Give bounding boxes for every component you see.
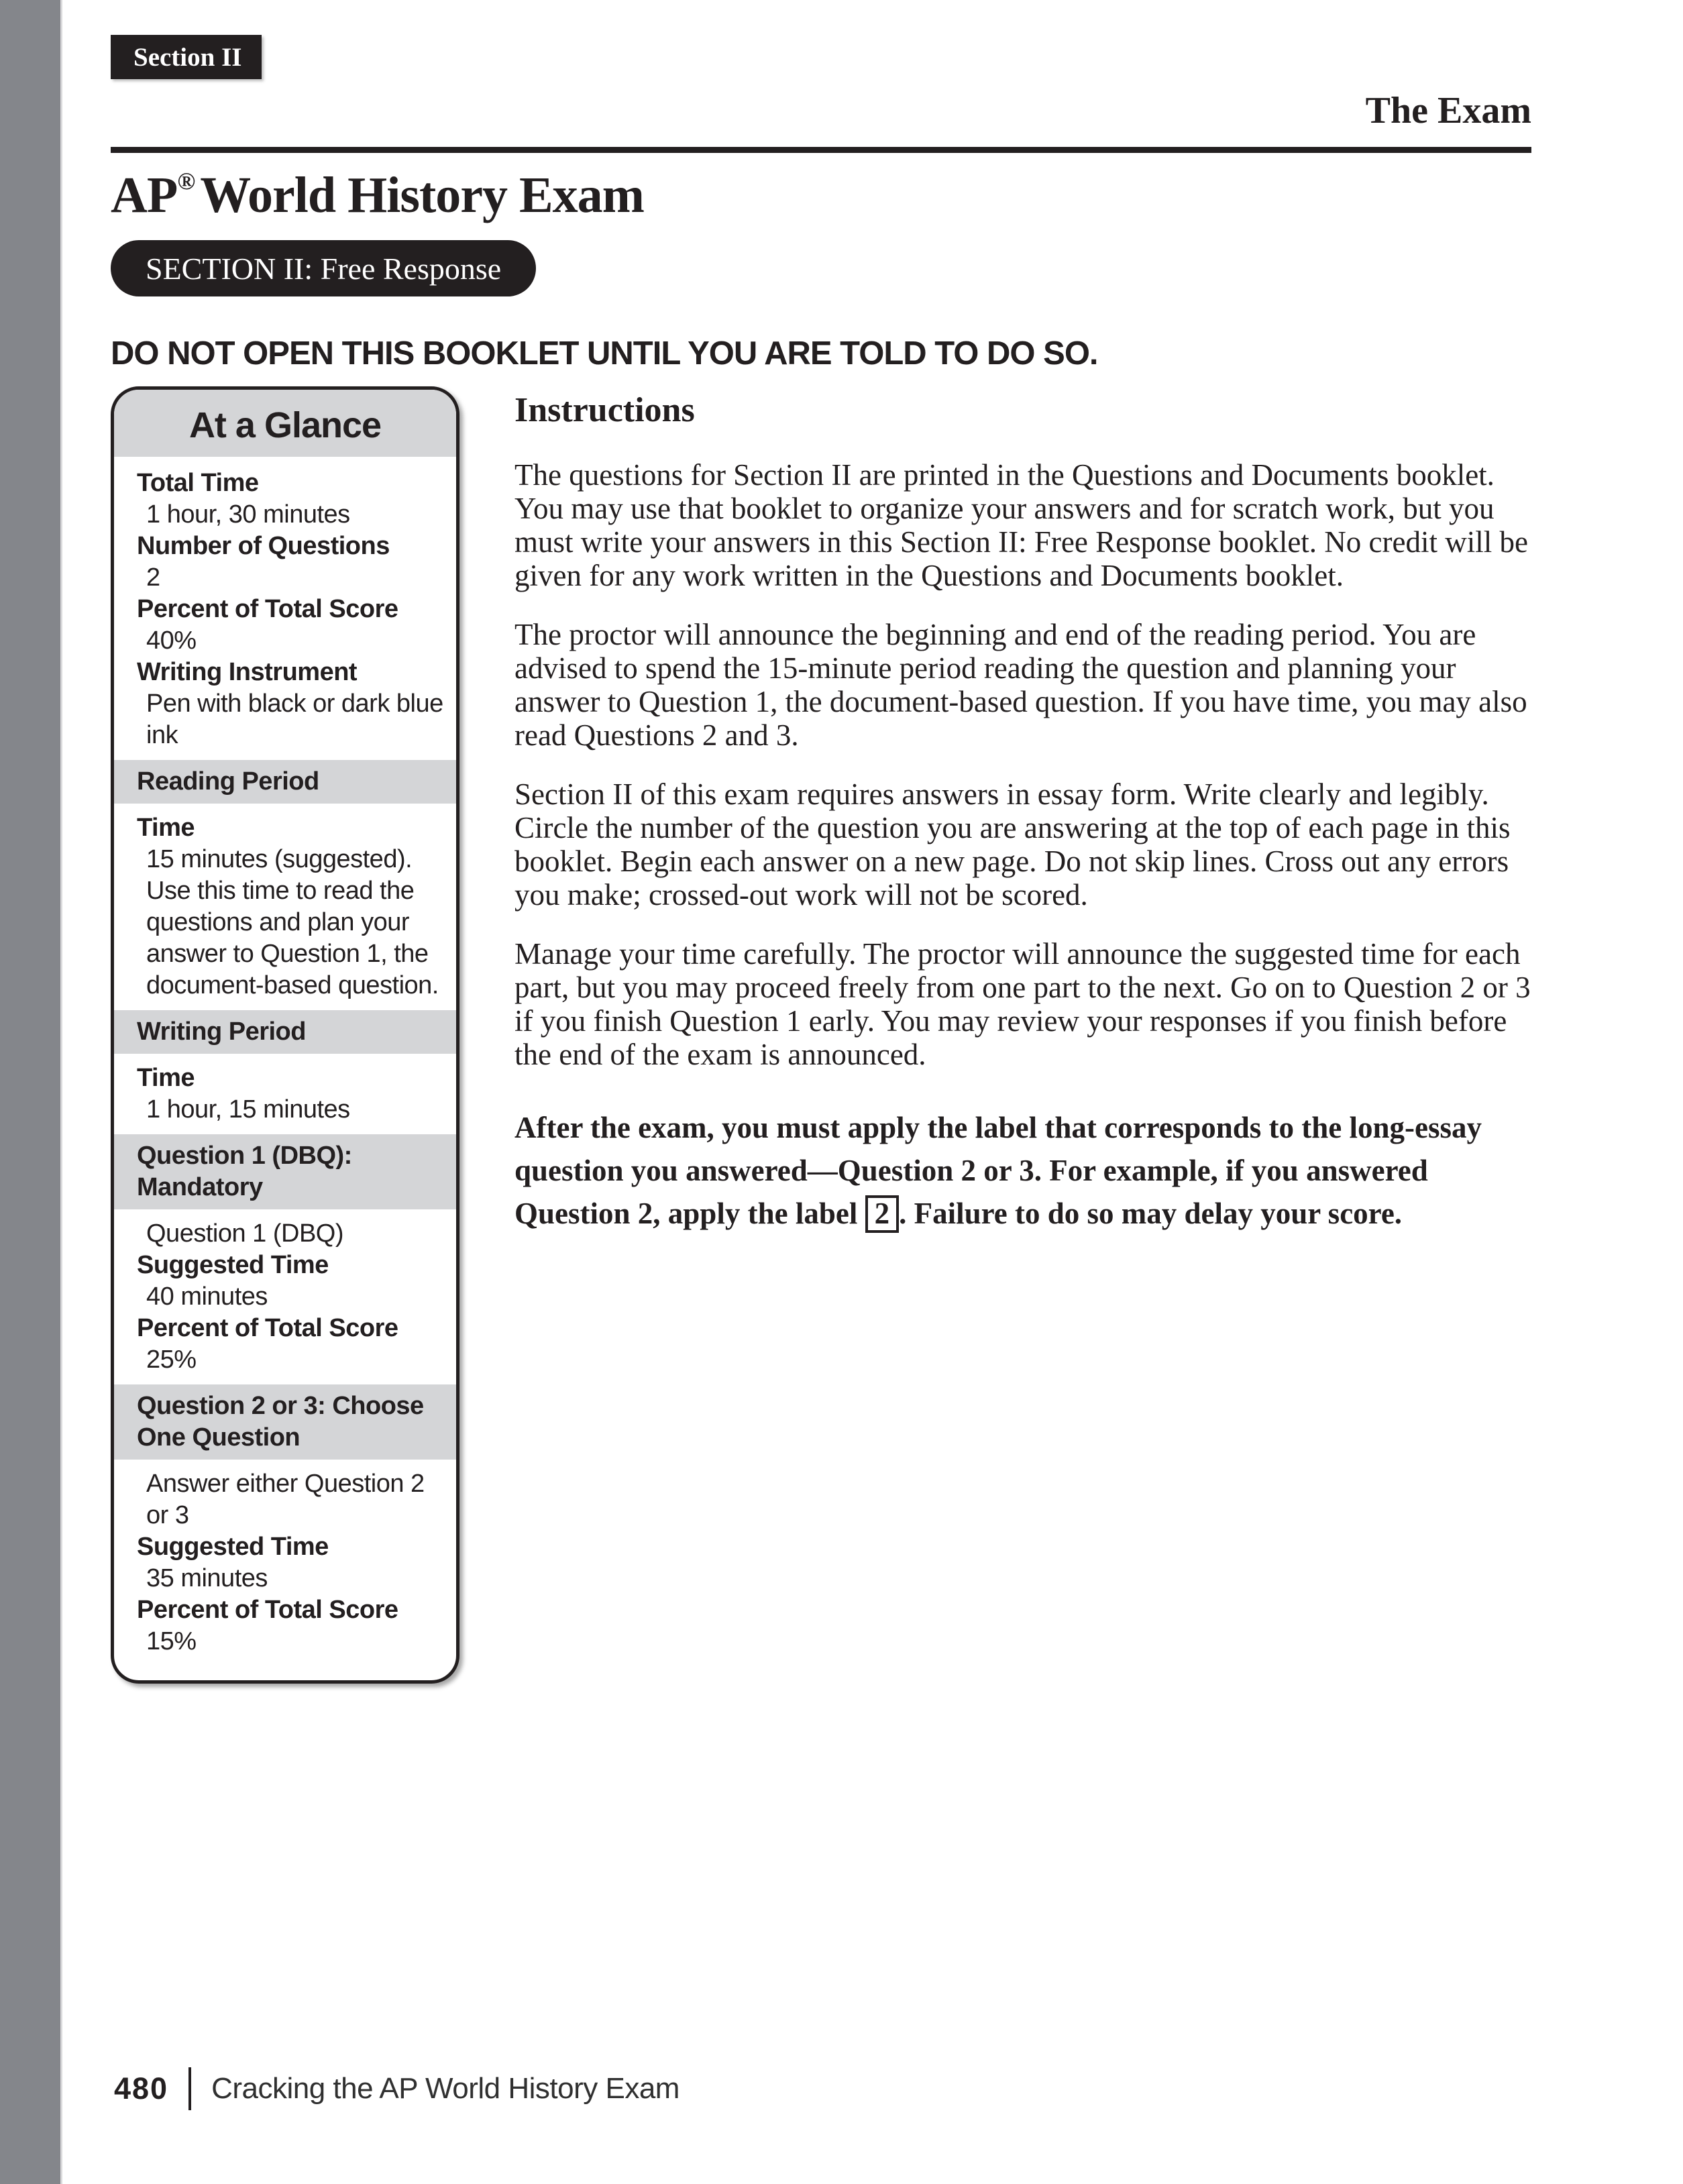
instructions-heading: Instructions [514,391,695,430]
glance-label: Total Time [137,469,259,498]
glance-value: 1 hour, 15 minutes [146,1095,350,1124]
glance-label: Number of Questions [137,532,390,561]
glance-label: Percent of Total Score [137,1314,398,1343]
footer-divider [188,2067,191,2110]
glance-value: 25% [146,1346,197,1374]
title-ap: AP [111,167,178,224]
book-title: Cracking the AP World History Exam [211,2072,680,2105]
section-pill: SECTION II: Free Response [111,240,536,296]
page-content [111,0,1531,1684]
final-instruction-paragraph [514,1106,1531,1235]
glance-label: Percent of Total Score [137,595,398,624]
glance-section-band: Writing Period [114,1010,456,1054]
glance-label: Suggested Time [137,1251,329,1280]
glance-label: Percent of Total Score [137,1596,398,1625]
glance-label: Time [137,814,195,842]
glance-value: 40 minutes [146,1282,268,1311]
instruction-paragraph: The proctor will announce the beginning and end of the reading period. You are advised to spend the 15-minute period reading the question and planning your answer to Question 1, the document-based question. If you have time, you may also read Questions 2 and 3. [514,618,1527,753]
do-not-open-warning: DO NOT OPEN THIS BOOKLET UNTIL YOU ARE TOLD TO DO SO. [111,335,1098,372]
glance-section-band: Question 2 or 3: Choose One Question [114,1384,456,1460]
final-text-before: After the exam, you must apply the label that corresponds to the long-essay question you answered—Question 2 or 3. For example, if you answered Question 2, apply the label [514,1111,1482,1231]
title-rest: World History Exam [200,167,644,224]
page-title [111,166,1531,225]
registered-mark: ® [177,168,195,195]
instructions-paragraphs [514,458,1531,1071]
glance-value: 2 [146,563,160,592]
at-a-glance-box [111,386,459,1684]
header-rule [111,147,1531,153]
glance-value: Question 1 (DBQ) [146,1219,343,1248]
running-header: The Exam [1365,90,1531,131]
glance-value: Answer either Question 2 or 3 [146,1470,425,1530]
instruction-paragraph: The questions for Section II are printed in the Questions and Documents booklet. You may use that booklet to organize your answers and for scratch work, but you must write your answers in this Section II: Free Response booklet. No credit will be given for any work written in the Questions and Documents booklet. [514,458,1528,593]
glance-value: 40% [146,626,197,655]
two-column-layout [111,386,1531,1684]
section-tab: Section II [111,35,262,79]
at-a-glance-body [114,457,456,1680]
glance-section-band: Question 1 (DBQ): Mandatory [114,1134,456,1209]
label-2-box: 2 [865,1195,900,1232]
instruction-paragraph: Manage your time carefully. The proctor will announce the suggested time for each part, but you may proceed freely from one part to the next. Go on to Question 2 or 3 if you finish Question 1 early. You may review your responses if you finish before the end of the exam is announced. [514,937,1531,1072]
glance-label: Time [137,1064,195,1093]
glance-label: Writing Instrument [137,658,358,687]
glance-value: Pen with black or dark blue ink [146,690,443,750]
instructions-section [514,386,1531,1235]
glance-value: 15% [146,1627,197,1656]
glance-label: Suggested Time [137,1533,329,1562]
final-text-after: . Failure to do so may delay your score. [899,1197,1403,1231]
instruction-paragraph: Section II of this exam requires answers in essay form. Write clearly and legibly. Circle the number of the question you are answering at the top of each page in this booklet. Begin each answer on a new page. Do not skip lines. Cross out any errors you make; crossed-out work will not be scored. [514,777,1511,912]
glance-value: 1 hour, 30 minutes [146,500,350,529]
page-footer [114,2067,680,2110]
page-edge-strip [0,0,62,2184]
glance-value: 15 minutes (suggested). Use this time to read the questions and plan your answer to Question 1, the document-based question. [146,845,439,1000]
glance-section-band: Reading Period [114,760,456,804]
page-number: 480 [114,2071,169,2106]
glance-value: 35 minutes [146,1564,268,1593]
at-a-glance-title: At a Glance [114,390,456,457]
